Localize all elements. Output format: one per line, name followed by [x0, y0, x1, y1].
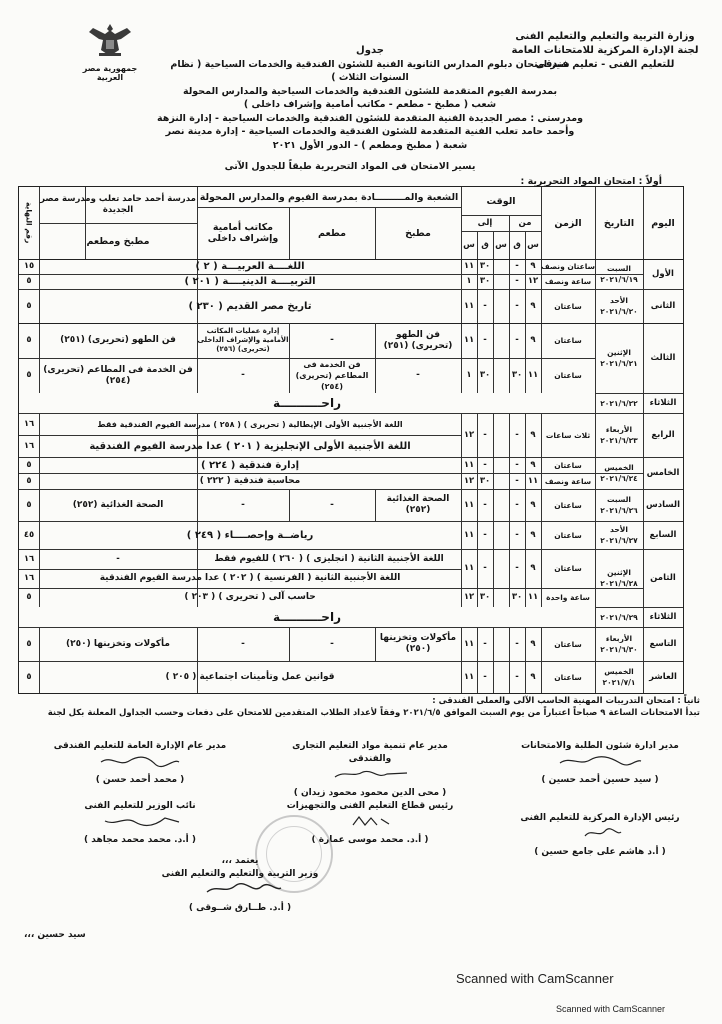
- signature-name: ( أ.د هاشم على جامع حسين ): [534, 847, 666, 857]
- subject-cell: التربيــــة الدينيــــة ( ٢٠١ ): [184, 276, 316, 287]
- from-min-cell: -: [515, 499, 519, 510]
- other-school-subject-cell: مأكولات وتخزينها (٢٥٠): [66, 638, 170, 649]
- to-hr-cell: ١١: [463, 563, 475, 573]
- title-block: [150, 44, 590, 152]
- date-cell: الأربعاء ٢٠٢١/٦/٣٠: [600, 634, 638, 654]
- eagle-emblem-icon: [87, 22, 133, 58]
- day-cell: الثلاثاء: [649, 611, 677, 622]
- from-hr-cell: ٩: [530, 671, 536, 682]
- signature-role: مدير عام تنمية مواد التعليم التجارى والفندقى: [292, 741, 448, 764]
- to-hr-cell: ١٢: [463, 475, 475, 486]
- restaurant-subject-cell: فن الخدمة فى المطاعم (تحريرى) (٢٥٤): [295, 360, 369, 391]
- duration-cell: ساعتان: [554, 639, 582, 649]
- to-hr-cell: ١١: [463, 529, 475, 540]
- section-one-heading: أولاً : امتحان المواد التحريرية :: [520, 176, 662, 187]
- to-min-cell: -: [483, 499, 487, 510]
- from-hr-cell: ٩: [530, 563, 536, 573]
- duration-cell: ساعة ونصف: [544, 277, 592, 286]
- document-title: جدول: [356, 45, 384, 56]
- grid-line: [197, 549, 198, 569]
- signature-block: [500, 740, 700, 787]
- score-cell: ١٦: [23, 573, 35, 583]
- emblem-block: [72, 22, 148, 82]
- subject-cell: قوانين عمل وتأمينات اجتماعية ( ٢٠٥ ): [165, 671, 335, 682]
- date-cell: ٢٠٢١/٦/٢٢: [600, 398, 638, 408]
- note-line: تبدأ الامتحانات الساعة ٩ صباحاً اعتباراً من يوم السبت الموافق ٢٠٢١/٦/٥ وفقاً لأعداد الطلاب المتقدمين للامتحان على دفعات وحسب الجداول المعلنة بكل لجنة: [47, 708, 700, 718]
- other-school-subject-cell: فن الخدمة فى المطاعم (تحريرى) (٢٥٤): [43, 364, 193, 386]
- header-hr: س: [495, 239, 507, 250]
- to-hr-cell: ١٢: [463, 429, 475, 440]
- camscanner-watermark: Scanned with CamScanner: [556, 1004, 666, 1014]
- rest-day-cell: راحــــــــــة: [19, 607, 595, 627]
- duration-cell: ساعة ونصف: [544, 476, 592, 486]
- republic-label: جمهورية مصر العربية: [82, 64, 138, 82]
- to-hr-cell: ١١: [463, 499, 475, 510]
- header-hr: س: [527, 239, 539, 250]
- to-min-cell: -: [483, 300, 487, 311]
- day-cell: الخامس: [646, 467, 680, 478]
- to-min-cell: -: [483, 671, 487, 682]
- duration-cell: ساعتان: [554, 336, 582, 345]
- score-cell: ١٥: [23, 261, 35, 271]
- header-min: ق: [513, 239, 521, 250]
- schedule-note: يسير الامتحان فى المواد التحريرية طبقاً للجدول الآتى: [224, 161, 476, 172]
- signature-scribble-icon: [95, 814, 185, 828]
- day-cell: التاسع: [649, 638, 677, 649]
- kitchen-subject-cell: -: [416, 370, 420, 380]
- camscanner-watermark: Scanned with CamScanner: [456, 971, 614, 986]
- score-cell: ١٦: [23, 553, 35, 564]
- from-min-cell: -: [515, 261, 519, 271]
- date-cell: الأحد ٢٠٢١/٦/٢٠: [600, 296, 638, 316]
- signature-scribble-icon: [325, 814, 415, 828]
- from-hr-cell: ١١: [527, 475, 539, 486]
- restaurant-subject-cell: -: [330, 335, 334, 345]
- header-from: من: [518, 217, 532, 228]
- to-hr-cell: ١١: [463, 300, 475, 311]
- header-other-branch: مطبخ ومطعم: [86, 235, 150, 247]
- ministry-line: لجنة الإدارة المركزية للامتحانات العامة: [511, 45, 699, 56]
- header-branch: الشعبة والمـــــــــادة بمدرسة الفيوم والمدارس المحولة: [199, 191, 459, 203]
- subject-cell: اللغة الأجنبية الأولى الإنجليزية ( ٢٠١ ) عدا مدرسة الفيوم الفندقية: [89, 440, 411, 452]
- signature-role: نائب الوزير للتعليم الفنى: [84, 801, 196, 811]
- score-cell: ٥: [26, 335, 32, 345]
- day-cell: الثلاثاء: [649, 397, 677, 408]
- score-cell: ٥: [26, 475, 32, 486]
- to-hr-cell: ١١: [463, 638, 475, 649]
- from-min-cell: ٣٠: [511, 370, 523, 380]
- from-min-cell: -: [515, 300, 519, 311]
- from-hr-cell: ١١: [527, 370, 539, 380]
- score-cell: ٥: [26, 499, 32, 510]
- date-cell: الإثنين ٢٠٢١/٦/٢٨: [600, 568, 638, 588]
- score-cell: ٥: [26, 300, 32, 311]
- other-school-subject-cell: الصحة الغذائية (٢٥٢): [72, 499, 164, 510]
- duration-cell: ساعتان: [554, 301, 582, 311]
- signature-role: رئيس الإدارة المركزية للتعليم الفنى: [520, 813, 680, 823]
- subject-cell: محاسبة فندقية ( ٢٢٢ ): [199, 475, 301, 486]
- day-cell: السابع: [649, 529, 677, 540]
- score-cell: ٥: [26, 459, 32, 470]
- from-min-cell: -: [515, 529, 519, 540]
- to-min-cell: ٣٠: [479, 475, 491, 486]
- signature-scribble-icon: [95, 754, 185, 768]
- front-office-subject-cell: -: [241, 499, 245, 510]
- approval-name: ( أ.د. طــارق شــوقى ): [188, 903, 292, 913]
- day-cell: الثانى: [650, 300, 676, 311]
- from-min-cell: -: [515, 459, 519, 470]
- signature-block: [500, 812, 700, 859]
- duration-cell: ساعة واحدة: [546, 593, 590, 602]
- signature-role: رئيس قطاع التعليم الفنى والتجهيزات: [286, 801, 454, 811]
- signature-scribble-icon: [555, 754, 645, 768]
- header-hr: س: [463, 239, 475, 250]
- to-min-cell: -: [483, 563, 487, 573]
- title-line: بمدرسة الفيوم المتقدمة للشئون الفندقية والخدمات السياحية والمدارس المحولة: [182, 85, 558, 97]
- header-min: ق: [481, 239, 489, 250]
- day-cell: الثالث: [650, 352, 676, 363]
- header-day: اليوم: [651, 217, 675, 229]
- from-hr-cell: ٩: [530, 335, 536, 345]
- subject-cell: اللغة الأجنبية الأولى الإيطالية ( تحريرى ) ( ٢٥٨ ) مدرسة الفيوم الفندقية فقط: [97, 419, 403, 429]
- from-min-cell: -: [515, 671, 519, 682]
- header-date: التاريخ: [603, 217, 635, 229]
- score-cell: ٥: [26, 671, 32, 682]
- duration-cell: ساعتان: [554, 500, 582, 510]
- day-cell: السادس: [645, 499, 681, 510]
- rest-day-cell: راحــــــــــة: [19, 393, 595, 413]
- front-office-subject-cell: -: [241, 638, 245, 649]
- date-cell: الخميس ٢٠٢١/٦/٢٤: [600, 463, 638, 483]
- ministry-line: للتعليم الفنى - تعليم فندقى: [535, 59, 675, 70]
- subject-cell: اللغة الأجنبية الثانية ( الفرنسية ) ( ٢٠٢ ) عدا مدرسة الفيوم الفندقية: [99, 573, 401, 583]
- from-hr-cell: ٩: [530, 429, 536, 440]
- header-score: رقم النهاية: [24, 202, 34, 244]
- kitchen-subject-cell: مأكولات وتخزينها (٢٥٠): [379, 633, 457, 654]
- to-hr-cell: ١٢: [463, 592, 475, 602]
- to-hr-cell: ١١: [463, 335, 475, 345]
- to-min-cell: ٣٠: [479, 276, 491, 286]
- date-cell: السبت ٢٠٢١/٦/١٩: [600, 264, 638, 284]
- date-cell: السبت ٢٠٢١/٦/٢٦: [600, 495, 638, 515]
- signature-name: ( أ.د. محمد محمد مجاهد ): [84, 835, 196, 845]
- signature-scribble-icon: [325, 767, 415, 781]
- subject-cell: رياضــة وإحصــــاء ( ٢٤٩ ): [186, 529, 314, 541]
- approval-block: [140, 855, 340, 915]
- day-cell: العاشر: [649, 671, 677, 682]
- title-line: سير امتحان دبلوم المدارس الثانوية الفنية للشئون الفندقية والخدمات السياحية ( نظام السنوات الثلاث ): [170, 58, 570, 83]
- signature-scribble-icon: [195, 882, 285, 896]
- from-hr-cell: ٩: [530, 529, 536, 540]
- from-hr-cell: ١٢: [527, 276, 539, 286]
- header-duration: الزمن: [554, 217, 582, 229]
- duration-cell: ثلاث ساعات: [545, 430, 591, 440]
- from-min-cell: -: [515, 276, 519, 286]
- front-office-subject-cell: -: [241, 370, 245, 380]
- duration-cell: ساعتان ونصف: [540, 262, 595, 271]
- to-hr-cell: ١١: [463, 671, 475, 682]
- score-cell: ٥: [26, 276, 32, 286]
- signature-scribble-icon: [555, 826, 645, 840]
- to-min-cell: -: [483, 529, 487, 540]
- score-cell: ٥: [26, 592, 32, 602]
- signature-name: ( محى الدين محمود محمود زيدان ): [293, 788, 447, 798]
- header-time: الوقت: [486, 195, 516, 207]
- to-hr-cell: ١١: [463, 261, 475, 271]
- subject-cell: تاريخ مصر القديم ( ٢٣٠ ): [188, 300, 312, 312]
- kitchen-subject-cell: فن الطهو (تحريرى) (٢٥١): [383, 329, 453, 351]
- subject-cell: إدارة فندقية ( ٢٢٤ ): [200, 459, 300, 471]
- ministry-line: وزارة التربية والتعليم والتعليم الفنى: [515, 31, 695, 42]
- to-min-cell: -: [483, 335, 487, 345]
- from-min-cell: -: [515, 429, 519, 440]
- score-cell: ١٦: [23, 440, 35, 451]
- duration-cell: ساعتان: [554, 371, 582, 380]
- to-min-cell: -: [483, 429, 487, 440]
- signature-name: ( سيد حسين أحمد حسين ): [541, 775, 659, 785]
- note-line: ثانياً : امتحان التدريبات المهنية الحاسب الآلى والعملى الفندقى :: [432, 696, 700, 706]
- from-min-cell: ٣٠: [511, 592, 523, 602]
- exam-schedule-table: [18, 186, 684, 694]
- from-min-cell: -: [515, 563, 519, 573]
- grid-line: [197, 627, 198, 661]
- signoff-text: سيد حسين ،،،: [24, 930, 86, 940]
- subject-cell: اللغــــة العربيـــة ( ٢ ): [195, 261, 305, 272]
- notes-block: [20, 695, 700, 719]
- day-cell: الثامن: [650, 572, 676, 583]
- approval-role: وزير التربية والتعليم والتعليم الفنى: [161, 869, 319, 879]
- title-line: وأحمد حامد تعلب الفنية المتقدمة للشئون الفندقية والخدمات السياحية - إدارة مدينة نصر: [165, 126, 575, 137]
- from-hr-cell: ١١: [527, 592, 539, 602]
- from-min-cell: -: [515, 638, 519, 649]
- from-min-cell: -: [515, 335, 519, 345]
- to-min-cell: ٣٠: [479, 370, 491, 380]
- date-cell: ٢٠٢١/٦/٢٩: [600, 612, 638, 622]
- day-cell: الأول: [652, 268, 674, 279]
- header-other-school: مدرسة أحمد حامد تعلب ومدرسة مصر الجديدة: [40, 194, 196, 215]
- title-line: شعبة ( مطبخ ومطعم ) - الدور الأول ٢٠٢١: [272, 139, 468, 151]
- restaurant-subject-cell: -: [330, 638, 334, 649]
- header-front-office: مكاتب أمامية وإشراف داخلى: [207, 222, 279, 244]
- to-hr-cell: ١١: [463, 459, 475, 470]
- from-hr-cell: ٩: [530, 261, 536, 271]
- title-line: شعب ( مطبخ - مطعم - مكاتب أمامية وإشراف داخلى ): [243, 99, 497, 110]
- duration-cell: ساعتان: [554, 460, 582, 470]
- duration-cell: ساعتان: [554, 672, 582, 682]
- date-cell: الأحد ٢٠٢١/٦/٢٧: [600, 525, 638, 545]
- duration-cell: ساعتان: [554, 564, 582, 573]
- subject-cell: حاسب آلى ( تحريرى ) ( ٢٠٣ ): [184, 592, 316, 602]
- signature-block: [40, 740, 240, 787]
- signature-role: مدير عام الإدارة العامة للتعليم الفندقى: [53, 741, 227, 751]
- score-cell: ٥: [26, 638, 32, 649]
- restaurant-subject-cell: -: [330, 499, 334, 510]
- signature-name: ( أ.د. محمد موسى عمارة ): [311, 835, 429, 845]
- other-school-subject-cell: فن الطهو (تحريرى) (٢٥١): [60, 335, 176, 345]
- score-cell: ٥: [26, 370, 32, 380]
- signature-block: [270, 740, 470, 800]
- from-min-cell: -: [515, 475, 519, 486]
- to-min-cell: -: [483, 638, 487, 649]
- title-line: ومدرستى : مصر الجديدة الفنية المتقدمة للشئون الفندقية والخدمات السياحية - إدارة النزهة: [156, 112, 584, 124]
- score-cell: ١٦: [23, 418, 35, 429]
- kitchen-subject-cell: الصحة الغذائية (٢٥٢): [386, 494, 450, 515]
- date-cell: الإثنين ٢٠٢١/٦/٢١: [600, 348, 638, 368]
- date-cell: الخميس ٢٠٢١/٧/١: [602, 667, 636, 687]
- score-cell: ٤٥: [23, 529, 35, 540]
- from-hr-cell: ٩: [530, 300, 536, 311]
- header-kitchen: مطبخ: [405, 227, 431, 239]
- signature-name: ( محمد أحمد حسن ): [95, 775, 185, 785]
- day-cell: الرابع: [651, 429, 675, 440]
- to-min-cell: ٣٠: [479, 592, 491, 602]
- front-office-subject-cell: إدارة عمليات المكاتب الأمامية والإشراف الداخلى (تحريرى) (٢٥٦): [197, 327, 289, 353]
- subject-cell: اللغة الأجنبية الثانية ( انجليزى ) ( ٢٦٠ ) للفيوم فقط: [214, 553, 444, 564]
- header-restaurant: مطعم: [318, 227, 346, 239]
- to-min-cell: ٣٠: [479, 261, 491, 271]
- signature-block: [40, 800, 240, 847]
- to-min-cell: -: [483, 459, 487, 470]
- to-hr-cell: ١: [466, 370, 472, 380]
- from-hr-cell: ٩: [530, 459, 536, 470]
- other-school-subject-cell: -: [116, 553, 120, 564]
- duration-cell: ساعتان: [554, 530, 582, 540]
- approval-label: يعتمد ،،،: [221, 856, 259, 866]
- to-hr-cell: ١: [466, 276, 472, 286]
- signature-role: مدير ادارة شئون الطلبة والامتحانات: [521, 741, 679, 751]
- from-hr-cell: ٩: [530, 638, 536, 649]
- header-to: إلى: [477, 217, 493, 228]
- from-hr-cell: ٩: [530, 499, 536, 510]
- date-cell: الأربعاء ٢٠٢١/٦/٢٣: [600, 425, 638, 445]
